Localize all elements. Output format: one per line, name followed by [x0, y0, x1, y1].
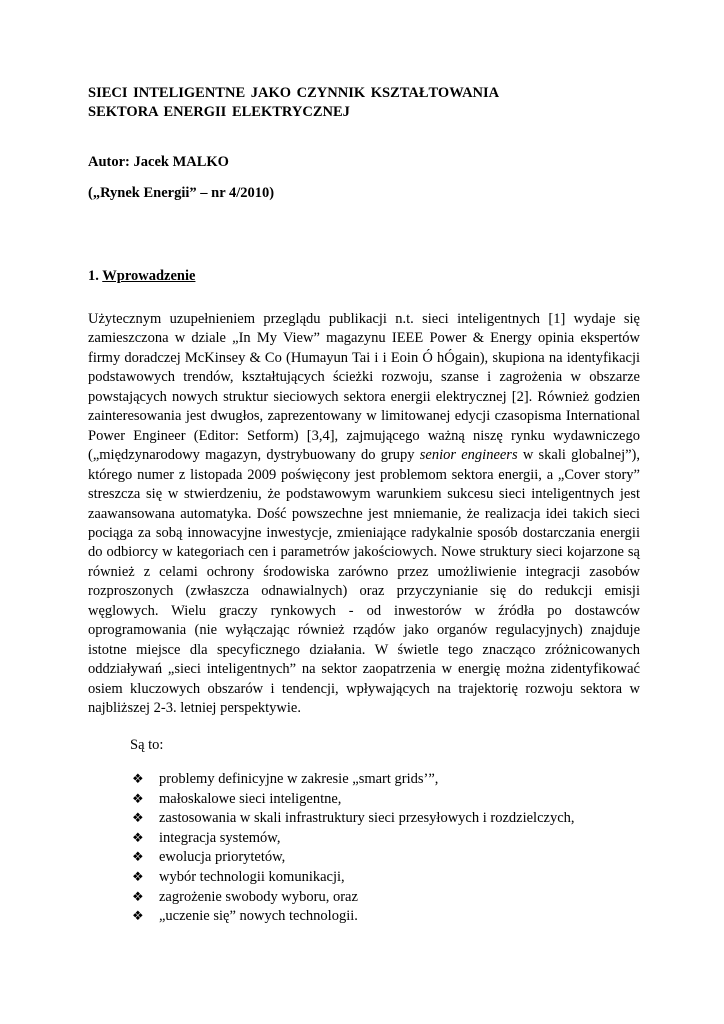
list-item-text: integracja systemów,: [159, 829, 281, 846]
diamond-bullet-icon: ❖: [132, 909, 144, 925]
list-item-text: wybór technologii komunikacji,: [159, 868, 345, 885]
intro-paragraph: [88, 310, 640, 719]
source-citation: („Rynek Energii” – nr 4/2010): [88, 185, 275, 201]
author-line: Autor: Jacek MALKO: [88, 154, 229, 170]
section-title: Wprowadzenie: [102, 268, 196, 284]
diamond-bullet-icon: ❖: [132, 811, 144, 827]
diamond-bullet-icon: ❖: [132, 772, 144, 787]
section-heading: [88, 267, 195, 286]
diamond-bullet-icon: ❖: [132, 850, 144, 866]
list-item-text: ewolucja priorytetów,: [159, 849, 286, 866]
list-item-text: zastosowania w skali infrastruktury sieci przesyłowych i rozdzielczych,: [159, 810, 575, 827]
diamond-bullet-icon: ❖: [132, 830, 144, 846]
list-item: [132, 770, 575, 790]
list-item: [132, 848, 575, 868]
list-intro: Są to:: [130, 737, 164, 753]
list-item: [132, 809, 575, 829]
list-item-text: zagrożenie swobody wyboru, oraz: [159, 888, 358, 905]
list-item-text: problemy definicyjne w zakresie „smart grids’”,: [159, 771, 439, 787]
title-line-2: SEKTORA ENERGII ELEKTRYCZNEJ: [88, 104, 350, 120]
topics-list: [132, 770, 575, 927]
intro-text-part-2: w skali globalnej”), którego numer z listopada 2009 poświęcony jest problemom sektora energii, a „Cover story” streszcza się w stwierdzeniu, że podstawowym warunkiem sukcesu sieci inteligentnych jest zaawansowana automatyka. Dość powszechne jest mniemanie, że realizacja idei takich sieci pociąga za sobą innowacyjne inwestycje, zmieniające radykalnie sposób dostarczania energii do odbiorcy w kategoriach cen i parametrów jakościowych. Nowe struktury sieci kojarzone są również z celami ochrony środowiska zarówno przez umożliwienie integracji zasobów rozproszonych (zwłaszcza odnawialnych) oraz przyczynianie się do redukcji emisji węglowych. Wielu graczy rynkowych - od inwestorów w źródła po dostawców oprogramowania (nie wyłączając również rządów jako organów regulacyjnych) znajduje istotne miejsce dla specyficznego działania. W świetle tego znacząco zróżnicowanych oddziaływań „sieci inteligentnych” na sektor zaopatrzenia w energię można zidentyfikować osiem kluczowych obszarów i tendencji, wpływających na trajektorię rozwoju sektora w najbliższej 2-3. letniej perspektywie.: [88, 447, 640, 717]
list-item-text: małoskalowe sieci inteligentne,: [159, 790, 342, 807]
intro-italic-term: senior engineers: [419, 447, 518, 464]
list-item: [132, 907, 575, 927]
diamond-bullet-icon: ❖: [132, 869, 144, 885]
list-item: [132, 790, 575, 810]
list-item: [132, 829, 575, 849]
title-line-1: SIECI INTELIGENTNE JAKO CZYNNIK KSZTAŁTOWANIA: [88, 85, 500, 101]
list-item-text: „uczenie się” nowych technologii.: [159, 908, 358, 925]
diamond-bullet-icon: ❖: [132, 889, 144, 905]
list-item: [132, 888, 575, 908]
diamond-bullet-icon: ❖: [132, 791, 144, 807]
intro-text-part-1: Użytecznym uzupełnieniem przeglądu publikacji n.t. sieci inteligentnych [1] wydaje się zamieszczona w dziale „In My View” magazynu IEEE Power & Energy opinia ekspertów firmy doradczej McKinsey & Co (Humayun Tai i i Eoin Ó hÓgain), skupiona na identyfikacji podstawowych trendów, kształtujących ścieżki rozwoju, szanse i zagrożenia w obszarze powstających nowych struktur sieciowych sektora energii elektrycznej [2]. Również godzien zainteresowania jest dwugłos, zaprezentowany w limitowanej edycji czasopisma International Power Engineer (Editor: Setform) [3,4], zajmującego ważną niszę rynku wydawniczego („międzynarodowy magazyn, dystrybuowany do grupy: [88, 311, 640, 464]
list-item: [132, 868, 575, 888]
document-title: [88, 84, 648, 122]
section-number: 1.: [88, 268, 103, 284]
